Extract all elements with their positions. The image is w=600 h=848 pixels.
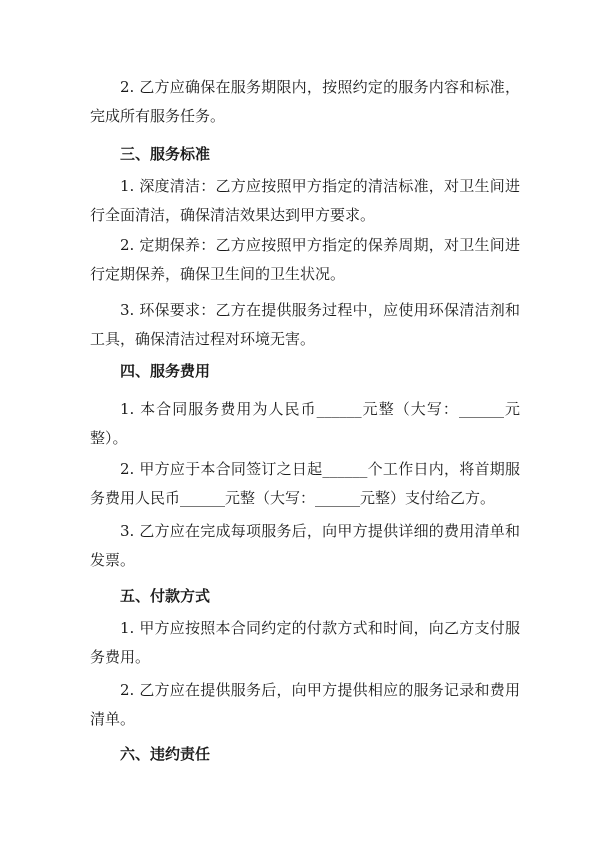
section-heading-payment-method: 五、付款方式 [120, 587, 211, 605]
paragraph-4-3: 3. 乙方应在完成每项服务后，向甲方提供详细的费用清单和发票。 [90, 522, 520, 569]
paragraph-4-1: 1. 本合同服务费用为人民币______元整（大写：______元整）。 [90, 400, 520, 447]
paragraph-5-1: 1. 甲方应按照本合同约定的付款方式和时间，向乙方支付服务费用。 [90, 619, 520, 666]
section-heading-service-standards: 三、服务标准 [120, 145, 211, 163]
paragraph-4-2: 2. 甲方应于本合同签订之日起______个工作日内，将首期服务费用人民币______元整（大写：______元整）支付给乙方。 [90, 460, 520, 507]
section-heading-breach-liability: 六、违约责任 [120, 745, 211, 763]
paragraph-5-2: 2. 乙方应在提供服务后，向甲方提供相应的服务记录和费用清单。 [90, 681, 520, 728]
paragraph-3-3: 3. 环保要求：乙方在提供服务过程中，应使用环保清洁剂和工具，确保清洁过程对环境无害。 [90, 301, 520, 348]
paragraph-3-2: 2. 定期保养：乙方应按照甲方指定的保养周期，对卫生间进行定期保养，确保卫生间的卫生状况。 [90, 236, 520, 283]
paragraph-3-1: 1. 深度清洁：乙方应按照甲方指定的清洁标准，对卫生间进行全面清洁，确保清洁效果达到甲方要求。 [90, 177, 520, 224]
paragraph-2-2: 2. 乙方应确保在服务期限内，按照约定的服务内容和标准，完成所有服务任务。 [90, 78, 520, 125]
section-heading-service-fees: 四、服务费用 [120, 362, 211, 380]
